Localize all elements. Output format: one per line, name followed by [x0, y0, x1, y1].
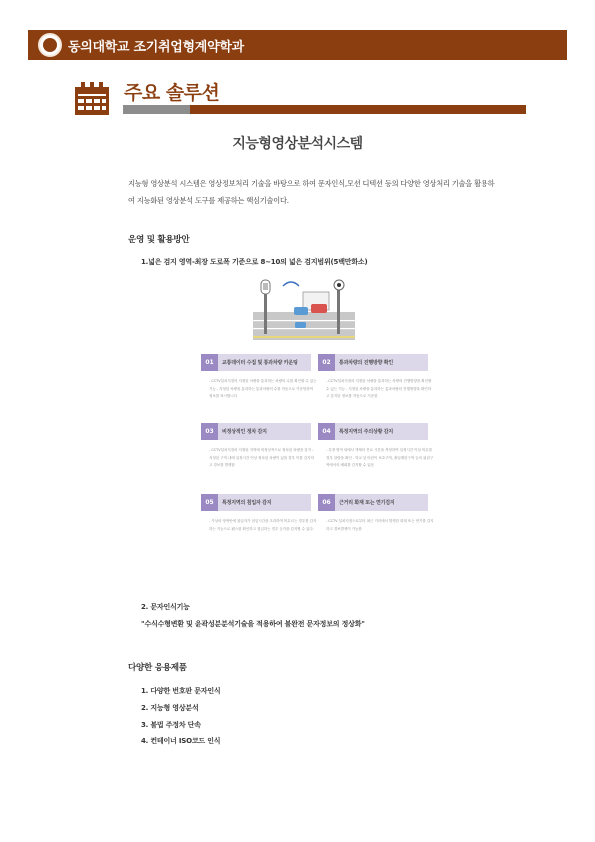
card-title: 교통데이터 수집 및 통과차량 카운팅 — [222, 360, 298, 366]
intro-paragraph: 지능형 영상분석 시스템은 영상정보처리 기술을 바탕으로 하여 문자인식,모션 디텍션 등의 다양한 영상처리 기술을 활용하여 지능화된 영상분석 도구를 제공하는 핵심기술이다. — [128, 179, 495, 205]
feature-card-02 — [318, 354, 428, 371]
section-title: 주요 솔루션 — [124, 82, 220, 104]
operation-heading: 운영 및 활용방안 — [128, 235, 190, 245]
header-title: 동의대학교 조기취업형계약학과 — [68, 39, 244, 55]
feature-card-05 — [201, 494, 311, 511]
product-item: 1. 다양한 번호판 문자인식 — [141, 687, 221, 695]
card-description: - CCTV설치지점의 지정된 차량을 통과하는 차량의 수를 확인할 수 있는 기능 - 지정된 차량을 통과하는 통과차량의 수를 자동으로 카운팅하여 정보를 표시합니다 — [209, 379, 317, 398]
title-rule — [190, 105, 526, 114]
card-number: 05 — [201, 494, 218, 511]
calendar-icon — [74, 82, 110, 116]
header-bar — [28, 30, 567, 60]
university-seal-icon — [38, 33, 62, 57]
operation-item-1: 1.넓은 검지 영역-최장 도로폭 기준으로 8~10의 넓은 검지범위(5백만화소) — [141, 258, 368, 266]
card-description: - 특정 영역 내에서 객체의 진로 시간을 측정하여 일정시간 이상 머무를 경우 알람을 확인 - 학교 앞 어린이 보호구역, 출입제한구역 등의 위험구역에서의 배회를 감지할 수 있음 — [326, 448, 434, 467]
card-description: - CCTV설치지점의 지정된 차량을 통과하는 차량의 진행방향을 확인할 수 있는 기능 - 지정된 차량을 통과하는 통과차량의 진행방향을 확인하고 감지된 정보를 자동으로 기준함 — [326, 379, 432, 398]
products-heading: 다양한 응용제품 — [128, 663, 187, 673]
card-description: - 가상의 영역안에 침입자가 침입시간을 초과하여 머무르는 경우를 감지하는 기능으로 펜스를 확인하고 침입하는 경우 등각을 감지할 수 있다. — [209, 519, 317, 531]
feature-card-01 — [201, 354, 311, 371]
product-item: 4. 컨테이너 ISO코드 인식 — [141, 737, 221, 745]
product-item: 3. 불법 주정차 단속 — [141, 721, 201, 729]
card-title: 특정지역의 주의상황 감지 — [339, 429, 394, 435]
title-rule-accent — [123, 105, 190, 114]
card-title: 통과차량의 진행방향 확인 — [339, 360, 394, 366]
card-description: - CCTV 설치지점으로부터 최근 거리에서 발생한 화재 또는 연기를 감지하고 경보발생이 가능함 — [326, 519, 434, 531]
document-heading: 지능형영상분석시스템 — [232, 136, 363, 152]
card-number: 03 — [201, 423, 218, 440]
card-number: 06 — [318, 494, 335, 511]
operation-item-2: 2. 문자인식기능 — [141, 603, 190, 611]
operation-item-2-desc: "수식수형변환 및 윤곽성분분석기술을 적용하여 불완전 문자정보의 정상화" — [141, 620, 365, 628]
card-number: 04 — [318, 423, 335, 440]
feature-card-06 — [318, 494, 428, 511]
card-description: - CCTV설치지점의 지정된 지역에 비정상적으로 정차된 차량을 감지 - 지정된 구역 내에 일정시간 이상 정차된 차량이 있을 경우 이를 감지하고 경보를 발생함 — [209, 448, 314, 467]
card-number: 01 — [201, 354, 218, 371]
card-title: 근거리 화재 또는 연기검지 — [339, 500, 395, 506]
feature-card-04 — [318, 423, 428, 440]
card-title: 특정지역의 침입자 감지 — [222, 500, 272, 506]
card-title: 비정상적인 정차 감지 — [222, 429, 267, 435]
card-number: 02 — [318, 354, 335, 371]
road-cctv-illustration — [253, 276, 355, 348]
feature-card-03 — [201, 423, 311, 440]
product-item: 2. 지능형 영상분석 — [141, 704, 199, 712]
